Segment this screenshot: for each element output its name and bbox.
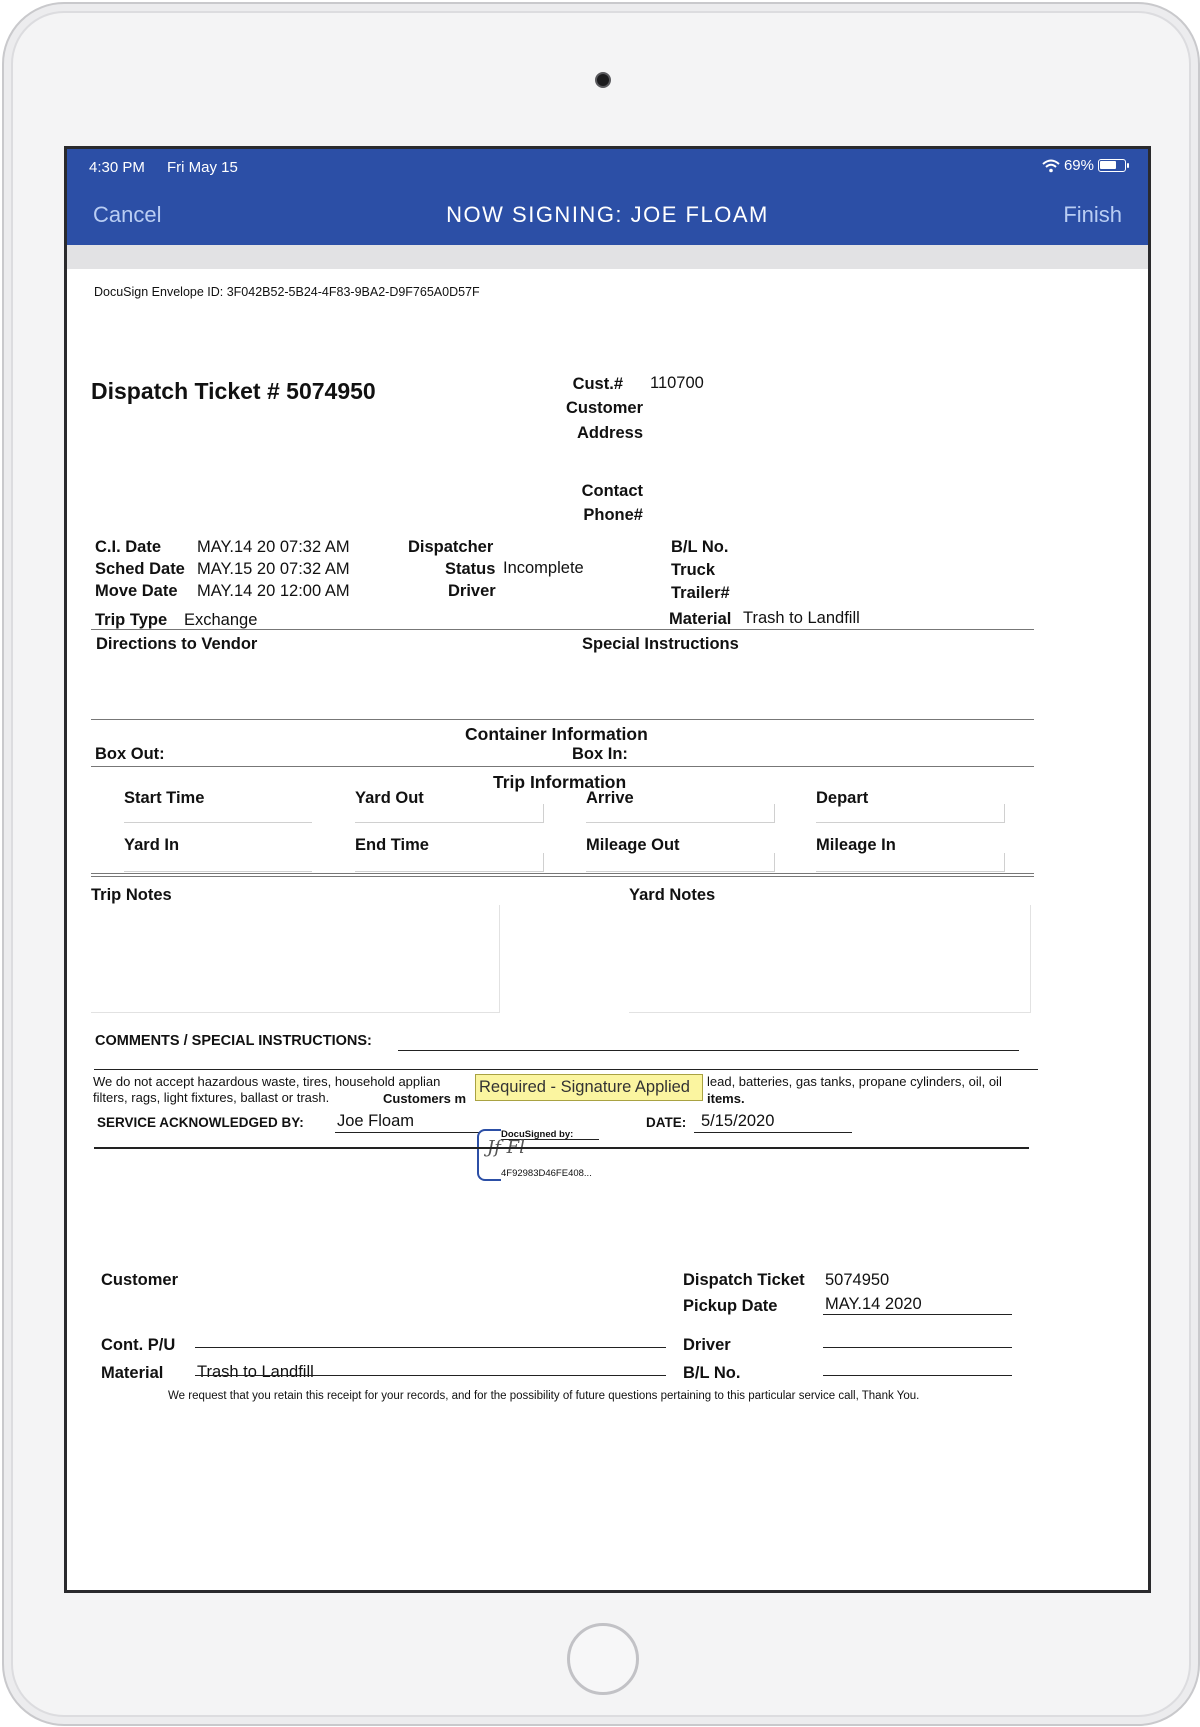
- cont-pu-line: [195, 1347, 666, 1348]
- yard-notes-label: Yard Notes: [629, 886, 716, 904]
- material-value: Trash to Landfill: [743, 609, 860, 627]
- battery-icon: [1098, 159, 1126, 172]
- receipt-footer: We request that you retain this receipt for your records, and for the possibility of future questions pertaining to this particular service call, Thank You.: [168, 1390, 920, 1402]
- material-line: [195, 1375, 666, 1376]
- status-time: 4:30 PM: [89, 159, 145, 176]
- mileage-in-field[interactable]: [816, 853, 1005, 872]
- envelope-id: DocuSign Envelope ID: 3F042B52-5B24-4F83-9BA2-D9F765A0D57F: [94, 285, 480, 299]
- end-time-field[interactable]: [355, 853, 544, 872]
- status-value: Incomplete: [503, 559, 584, 577]
- receipt-material-value: Trash to Landfill: [197, 1363, 314, 1381]
- ci-date-value: MAY.14 20 07:32 AM: [197, 538, 350, 556]
- yard-in-label: Yard In: [124, 836, 180, 854]
- end-time-label: End Time: [355, 836, 429, 854]
- box-in-label: Box In:: [572, 745, 628, 763]
- move-date-value: MAY.14 20 12:00 AM: [197, 582, 350, 600]
- receipt-customer-label: Customer: [101, 1271, 179, 1289]
- mileage-in-label: Mileage In: [816, 836, 896, 854]
- trip-type-label: Trip Type: [95, 611, 168, 629]
- divider: [91, 876, 1034, 877]
- service-ack-name: Joe Floam: [337, 1112, 415, 1130]
- mileage-out-field[interactable]: [586, 853, 775, 872]
- cust-no-value: 110700: [650, 374, 704, 392]
- disclaimer-line-2: filters, rags, light fixtures, ballast or trash.: [93, 1090, 330, 1105]
- bl-no-label: B/L No.: [671, 538, 729, 556]
- status-label: Status: [445, 560, 496, 578]
- page-title: NOW SIGNING: JOE FLOAM: [446, 202, 769, 227]
- directions-label: Directions to Vendor: [96, 635, 258, 653]
- finish-button[interactable]: Finish: [1063, 202, 1122, 227]
- signing-navbar: [67, 185, 1148, 245]
- receipt-bl-label: B/L No.: [683, 1364, 741, 1382]
- disclaimer-bold-end: items.: [707, 1091, 745, 1106]
- yard-in-field[interactable]: [124, 853, 312, 872]
- depart-field[interactable]: [816, 804, 1005, 823]
- home-button[interactable]: [567, 1623, 639, 1695]
- receipt-cont-pu-label: Cont. P/U: [101, 1336, 176, 1354]
- ipad-frame: [2, 2, 1200, 1726]
- comments-line[interactable]: [398, 1050, 1019, 1051]
- divider: [94, 1069, 1038, 1070]
- cust-no-label: Cust.#: [572, 375, 623, 393]
- ci-date-label: C.I. Date: [95, 538, 162, 556]
- disclaimer-line-1-end: lead, batteries, gas tanks, propane cylinders, oil, oil: [707, 1074, 1002, 1089]
- material-label: Material: [669, 610, 732, 628]
- start-time-field[interactable]: [124, 804, 312, 823]
- trip-notes-box[interactable]: [91, 905, 500, 1013]
- signature-base-line: [94, 1147, 1029, 1149]
- date-value: 5/15/2020: [701, 1112, 775, 1130]
- yard-out-label: Yard Out: [355, 789, 424, 807]
- driver-line: [823, 1347, 1012, 1348]
- battery-fill: [1100, 161, 1116, 169]
- date-label: DATE:: [646, 1115, 687, 1130]
- start-time-label: Start Time: [124, 789, 205, 807]
- dispatcher-label: Dispatcher: [408, 538, 494, 556]
- divider: [91, 719, 1034, 720]
- receipt-pickup-date-label: Pickup Date: [683, 1297, 778, 1315]
- yard-out-field[interactable]: [355, 804, 544, 823]
- address-label: Address: [576, 424, 643, 442]
- receipt-dispatch-ticket-value: 5074950: [825, 1271, 890, 1289]
- special-instructions-label: Special Instructions: [582, 635, 739, 653]
- dispatch-ticket-document: [67, 269, 1148, 1590]
- phone-label: Phone#: [583, 506, 643, 524]
- receipt-material-label: Material: [101, 1364, 164, 1382]
- wifi-icon: [1042, 159, 1060, 173]
- signature-id: 4F92983D46FE408...: [501, 1168, 592, 1179]
- disclaimer-bold: Customers m: [383, 1091, 467, 1106]
- ticket-title: Dispatch Ticket # 5074950: [91, 378, 376, 404]
- yard-notes-box[interactable]: [629, 905, 1031, 1013]
- driver-label: Driver: [448, 582, 496, 600]
- container-info-heading: Container Information: [465, 724, 648, 744]
- signature-scribble[interactable]: Jf Fl: [487, 1137, 525, 1158]
- receipt-driver-label: Driver: [683, 1336, 731, 1354]
- arrive-label: Arrive: [586, 789, 634, 807]
- sched-date-label: Sched Date: [95, 560, 185, 578]
- mileage-out-label: Mileage Out: [586, 836, 680, 854]
- name-line: [335, 1132, 480, 1133]
- docusigned-by-label: DocuSigned by:: [501, 1129, 574, 1140]
- box-out-label: Box Out:: [95, 745, 165, 763]
- trip-type-value: Exchange: [184, 611, 258, 629]
- trailer-label: Trailer#: [671, 584, 730, 602]
- toolbar-band: [67, 245, 1148, 269]
- divider: [91, 873, 1034, 874]
- comments-label: COMMENTS / SPECIAL INSTRUCTIONS:: [95, 1033, 372, 1049]
- disclaimer-line-1: We do not accept hazardous waste, tires, household applian: [93, 1074, 441, 1089]
- trip-info-heading: Trip Information: [493, 772, 627, 792]
- screen: [64, 146, 1151, 1593]
- receipt-dispatch-ticket-label: Dispatch Ticket: [683, 1271, 805, 1289]
- arrive-field[interactable]: [586, 804, 775, 823]
- status-date: Fri May 15: [167, 159, 238, 176]
- truck-label: Truck: [671, 561, 716, 579]
- trip-notes-label: Trip Notes: [91, 886, 172, 904]
- divider: [91, 766, 1034, 767]
- depart-label: Depart: [816, 789, 869, 807]
- divider: [91, 629, 1034, 630]
- customer-label: Customer: [565, 399, 643, 417]
- signature-applied-tag[interactable]: Required - Signature Applied: [475, 1074, 703, 1101]
- battery-percent: 69%: [1063, 157, 1094, 174]
- receipt-pickup-date-value: MAY.14 2020: [825, 1295, 922, 1313]
- camera-icon: [595, 72, 611, 88]
- contact-label: Contact: [581, 482, 643, 500]
- pickup-date-line: [823, 1314, 1012, 1315]
- bl-line: [823, 1375, 1012, 1376]
- service-ack-label: SERVICE ACKNOWLEDGED BY:: [97, 1115, 304, 1130]
- cancel-button[interactable]: Cancel: [93, 202, 162, 227]
- date-line: [694, 1132, 852, 1133]
- sched-date-value: MAY.15 20 07:32 AM: [197, 560, 350, 578]
- move-date-label: Move Date: [95, 582, 178, 600]
- status-bar: [67, 149, 1148, 185]
- status-right: [1042, 157, 1126, 174]
